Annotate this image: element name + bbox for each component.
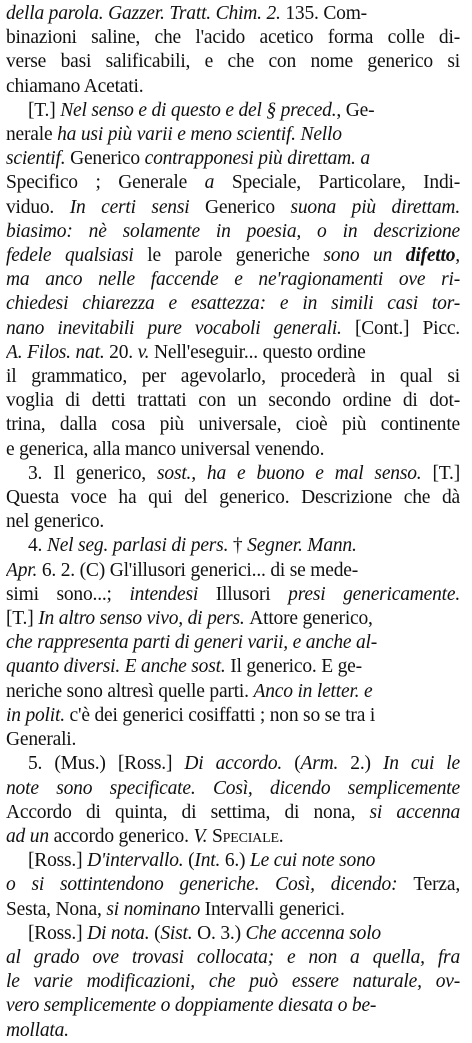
text-line (6, 147, 460, 171)
text-segment: Nell'eseguir... questo ordine (153, 341, 366, 363)
text-line (6, 873, 460, 897)
text-segment: Il generico. E ge- (230, 656, 362, 678)
text-segment: [Ross.] (28, 850, 88, 872)
text-segment: chiedesi chiarezza e esattezza: e in simili casi tor- (6, 293, 460, 315)
text-segment: difetto (405, 245, 456, 267)
text-segment: note sono specificate. Così, dicendo semplicemente (6, 777, 460, 799)
text-line (6, 99, 460, 123)
text-segment: ( (188, 850, 195, 872)
text-segment: mollata. (6, 1019, 69, 1041)
text-segment: [T.] (432, 462, 460, 484)
text-line (6, 801, 460, 825)
text-line (6, 559, 460, 583)
text-segment: Le cui note sono (250, 850, 376, 872)
text-segment: scientif. (6, 148, 71, 170)
text-line (6, 26, 460, 50)
text-segment: 6. 2. (C) Gl'illusori generici... di se mede- (41, 559, 359, 581)
text-segment: le parole generiche (147, 245, 324, 267)
text-segment: suona più direttam. (290, 196, 460, 218)
text-segment: D'intervallo. (87, 850, 189, 872)
text-line (6, 655, 460, 679)
text-segment: quanto diversi. E anche sost. (6, 656, 231, 678)
text-segment: , Ge- (336, 99, 375, 121)
text-line (6, 534, 460, 558)
text-segment: Generico (205, 196, 291, 218)
text-segment: Accordo di quinta, di settima, di nona, (6, 801, 370, 823)
text-line (6, 849, 460, 873)
text-line (6, 220, 460, 244)
text-segment: c'è dei generici cosiffatti ; non so se tra i (69, 704, 376, 726)
text-segment: sost., ha e buono e mal senso. (157, 462, 433, 484)
text-segment: trina, dalla cosa più universale, cioè più continente (6, 414, 460, 436)
text-segment: 3. Il generico, (28, 462, 157, 484)
text-segment: Sesta, Nona, (6, 898, 107, 920)
text-line (6, 317, 460, 341)
text-line (6, 438, 460, 462)
text-line (6, 389, 460, 413)
text-segment: 4. (28, 535, 47, 557)
text-segment: fedele qualsiasi (6, 245, 148, 267)
text-line (6, 825, 460, 849)
text-segment: neriche sono altresì quelle parti. (6, 680, 254, 702)
text-line (6, 268, 460, 292)
text-line (6, 946, 460, 970)
text-segment: 6.) (224, 850, 251, 872)
text-line (6, 50, 460, 74)
text-line (6, 510, 460, 534)
text-segment: Nel seg. parlasi di pers. (46, 535, 233, 557)
text-line (6, 123, 460, 147)
text-segment: Generali. (6, 729, 77, 751)
text-segment: vero semplicemente o doppiamente diesata o be- (6, 995, 377, 1017)
text-line (6, 462, 460, 486)
text-line (6, 2, 460, 26)
text-segment: Anco in letter. e (253, 680, 373, 702)
text-segment: [Ross.] (28, 922, 88, 944)
text-segment: nerale (6, 124, 58, 146)
text-segment: Specifico ; Generale (6, 172, 205, 194)
text-line (6, 171, 460, 195)
text-line (6, 922, 460, 946)
text-line (6, 413, 460, 437)
text-segment: ad un (6, 825, 54, 847)
text-segment: accordo generico. (53, 825, 194, 847)
text-segment: O. 3.) (197, 922, 246, 944)
text-segment: Speciale, Particolare, Indi- (231, 172, 460, 194)
text-line (6, 244, 460, 268)
text-segment: nano inevitabili pure vocaboli generali. (6, 317, 355, 339)
text-segment: v. (137, 341, 154, 363)
text-segment: si nominano (106, 898, 205, 920)
text-line (6, 728, 460, 752)
text-line (6, 365, 460, 389)
text-segment: ma anco nelle faccende e ne'ragionamenti ove ri- (6, 269, 460, 291)
text-segment: In altro senso vivo, di pers. (38, 608, 250, 630)
text-segment: Arm. (300, 753, 351, 775)
text-segment: [Cont.] Picc. (354, 317, 460, 339)
text-segment: 5. (Mus.) [Ross.] (28, 753, 185, 775)
entry-generico-text (6, 2, 460, 1043)
text-segment: Questa voce ha qui del generico. Descrizione che dà (6, 487, 460, 509)
text-segment: Nel senso e di questo e del § preced. (60, 99, 337, 121)
text-segment: Di nota. (87, 922, 155, 944)
text-segment: intendesi (129, 583, 216, 605)
text-segment: a (204, 172, 232, 194)
text-segment: sono un (323, 245, 406, 267)
text-line (6, 1019, 460, 1043)
text-segment: Int. (194, 850, 225, 872)
text-segment: Terza, (413, 874, 460, 896)
text-segment: Generico (70, 148, 145, 170)
text-segment: 20. (109, 341, 138, 363)
text-segment: il grammatico, per agevolarlo, procederà in qual si (6, 366, 460, 388)
text-segment: Illusori (215, 583, 289, 605)
text-segment: Di accordo. (184, 753, 295, 775)
text-line (6, 75, 460, 99)
text-segment: Che accenna solo (245, 922, 381, 944)
text-segment: o si sottintendono generiche. Così, dicendo: (6, 874, 414, 896)
text-segment: contrapponesi più direttam. a (144, 148, 370, 170)
text-segment: le varie modificazioni, che può essere naturale, ov- (6, 971, 460, 993)
text-segment: Sist. (160, 922, 198, 944)
text-line (6, 607, 460, 631)
text-segment: [T.] (6, 608, 39, 630)
text-segment: 2.) (350, 753, 383, 775)
text-segment: ha usi più varii e meno scientif. Nello (57, 124, 342, 146)
text-segment: Attore generico, (249, 608, 373, 630)
text-segment: biasimo: nè solamente in poesia, o in descrizione (6, 220, 460, 242)
text-segment: e generica, alla manco universal venendo. (6, 438, 325, 460)
text-segment: in polit. (6, 704, 70, 726)
text-segment: Segner. Mann. (247, 535, 357, 557)
text-segment: verse basi salificabili, e che con nome generico si (6, 51, 460, 73)
text-segment: , (455, 245, 460, 267)
text-segment: binazioni saline, che l'acido acetico forma colle di- (6, 27, 460, 49)
text-line (6, 680, 460, 704)
text-segment: V. (193, 825, 212, 847)
text-line (6, 486, 460, 510)
text-segment: In cui le (382, 753, 460, 775)
text-segment: nel generico. (6, 511, 105, 533)
text-segment: In certi sensi (69, 196, 206, 218)
text-segment: Apr. (6, 559, 42, 581)
text-segment: chiamano Acetati. (6, 75, 144, 97)
text-segment: presi genericamente. (288, 583, 460, 605)
text-line (6, 631, 460, 655)
text-segment: [T.] (28, 99, 61, 121)
text-line (6, 970, 460, 994)
text-segment: della parola. Gazzer. Tratt. Chim. 2. (6, 3, 286, 24)
text-segment: voglia di detti trattati con un secondo ordine di dot- (6, 390, 460, 412)
text-line (6, 898, 460, 922)
text-segment: si accenna (369, 801, 460, 823)
text-segment: viduo. (6, 196, 70, 218)
text-line (6, 196, 460, 220)
text-segment: † (232, 535, 248, 557)
text-segment: ( (154, 922, 161, 944)
text-segment: Speciale. (212, 825, 284, 847)
text-segment: 135. Com- (285, 3, 367, 24)
text-segment: Intervalli generici. (204, 898, 345, 920)
text-line (6, 752, 460, 776)
text-segment: simi sono...; (6, 583, 130, 605)
text-segment: A. Filos. nat. (6, 341, 110, 363)
text-segment: che rappresenta parti di generi varii, e anche al- (6, 632, 378, 654)
text-segment: al grado ove trovasi collocata; e non a quella, fra (6, 946, 460, 968)
text-line (6, 704, 460, 728)
text-line (6, 994, 460, 1018)
text-line (6, 777, 460, 801)
text-line (6, 341, 460, 365)
text-line (6, 583, 460, 607)
text-segment: ( (294, 753, 301, 775)
text-line (6, 292, 460, 316)
